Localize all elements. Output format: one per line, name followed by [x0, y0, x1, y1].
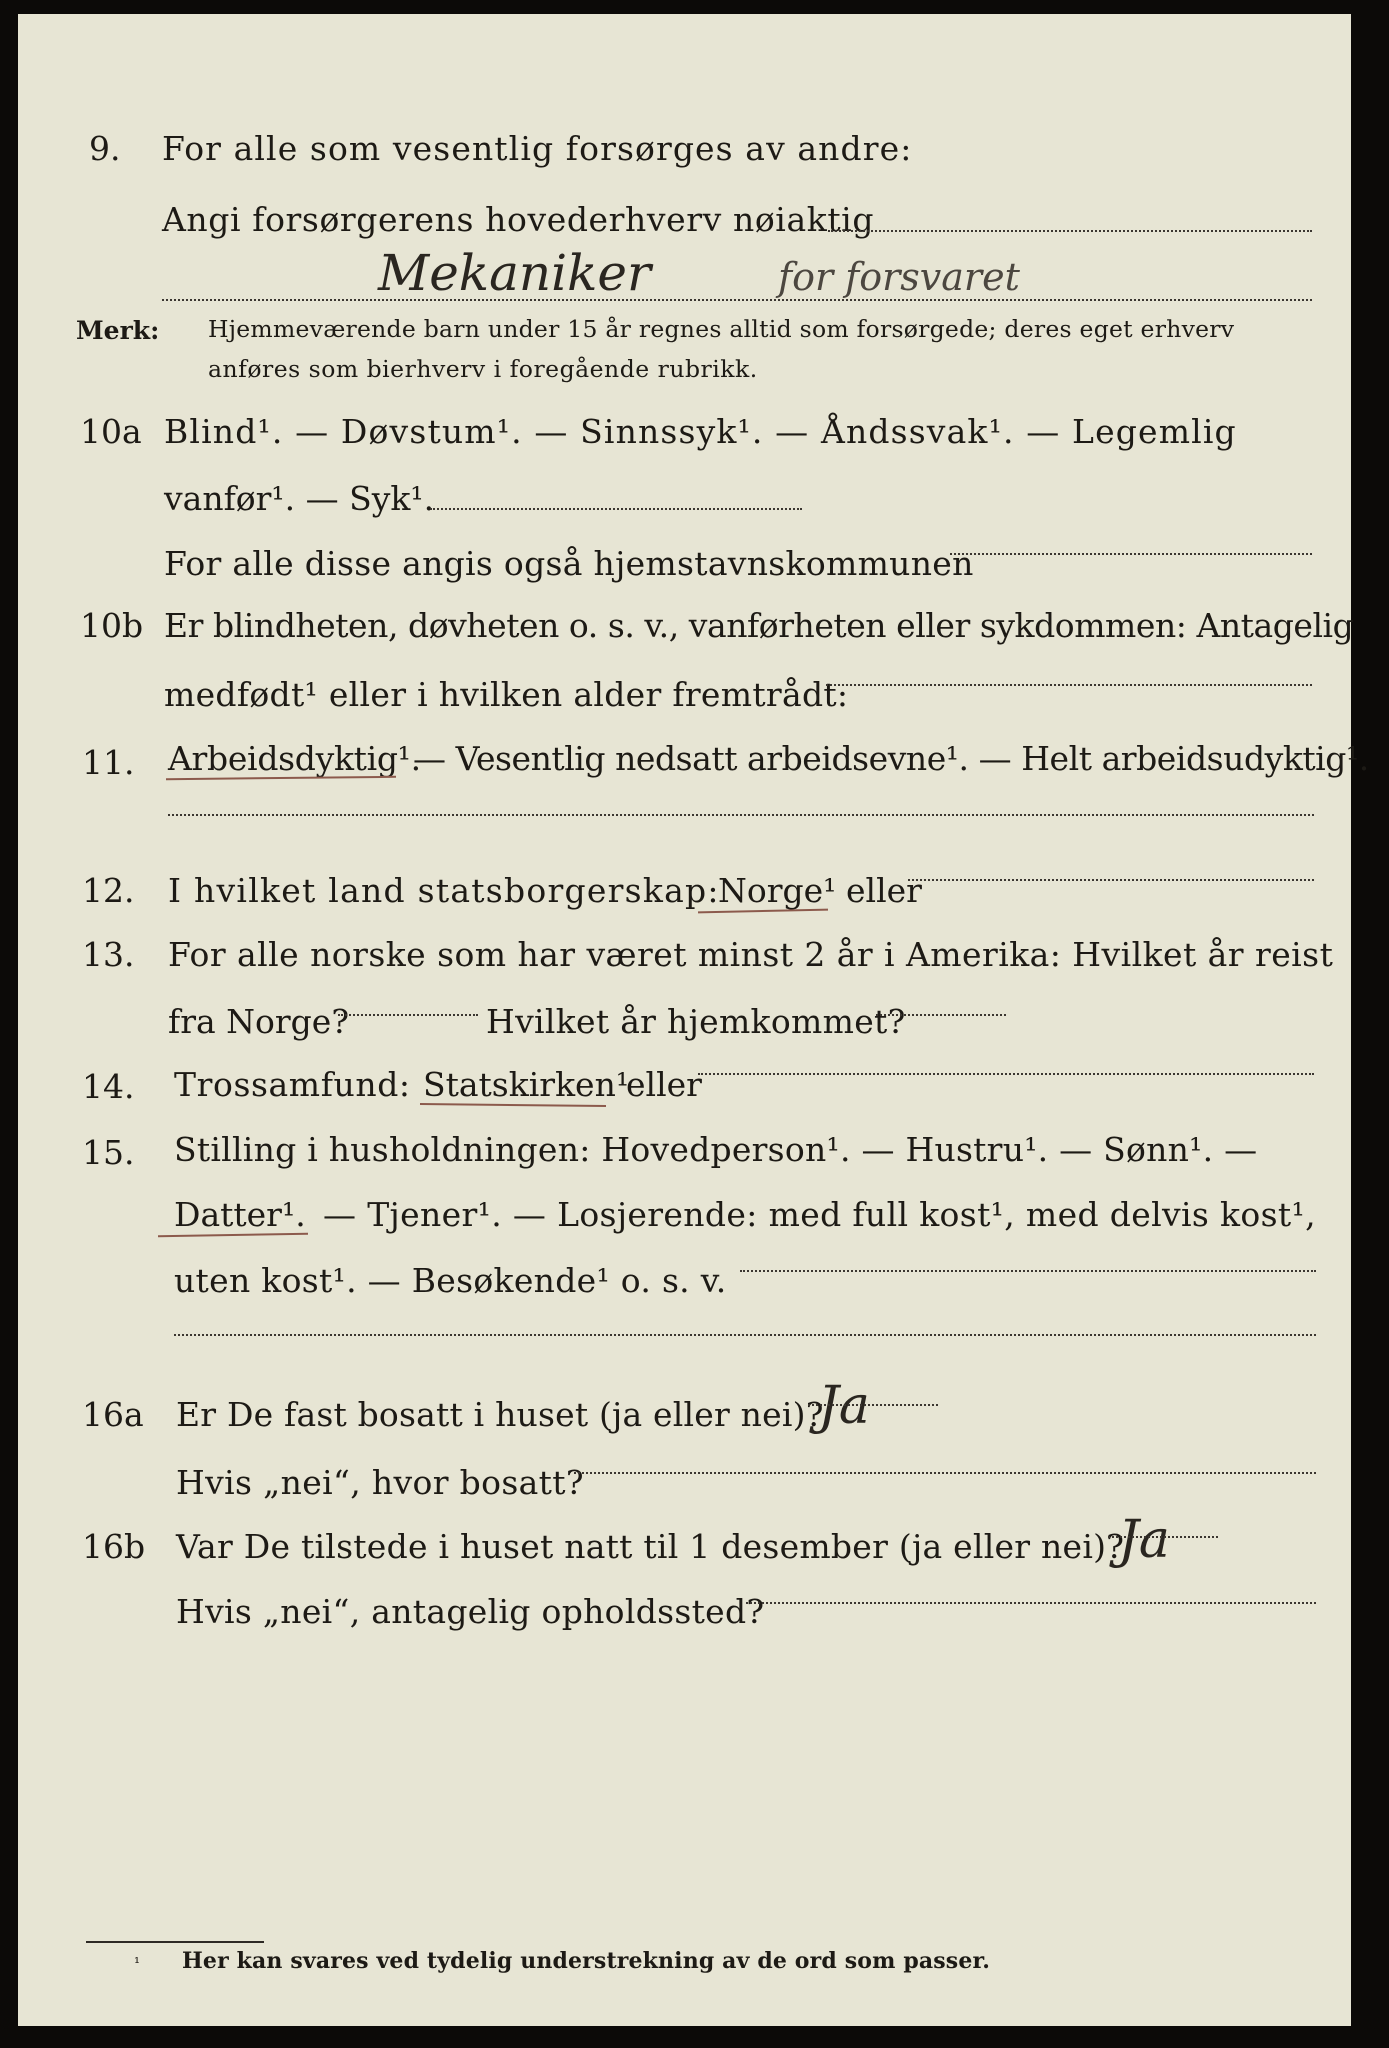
q12-suffix: eller [846, 871, 922, 910]
q13-reist-line [338, 1014, 478, 1016]
q10b-answer-line [826, 684, 1312, 686]
q15-line3: uten kost¹. — Besøkende¹ o. s. v. [174, 1261, 727, 1300]
q10a-line2: vanfør¹. — Syk¹. [164, 479, 435, 518]
q9-line1: For alle som vesentlig forsørges av andre: [162, 129, 913, 168]
q12-number: 12. [82, 871, 135, 910]
q16b-line1: Var De tilstede i huset natt til 1 desember (ja eller nei)? [176, 1527, 1125, 1566]
q10a-hjemstavn-line [950, 553, 1312, 555]
q16a-handwritten-answer: Ja [818, 1376, 870, 1436]
q16b-handwritten-answer: Ja [1118, 1510, 1170, 1570]
q11-answer-line [168, 814, 1314, 816]
footnote-rule [86, 1941, 264, 1943]
q14-suffix: eller [626, 1065, 702, 1104]
q16a-bosatt-line [574, 1472, 1316, 1474]
q12-answer-line [908, 879, 1314, 881]
q13-part-a: fra Norge? [168, 1002, 350, 1041]
q10a-line1: Blind¹. — Døvstum¹. — Sinnssyk¹. — Åndssvak¹. — Legemlig [164, 412, 1237, 451]
q15-line3-dotted [740, 1270, 1316, 1272]
merk-line1: Hjemmeværende barn under 15 år regnes alltid som forsørgede; deres eget erhverv [208, 315, 1235, 343]
q10a-syk-line [430, 508, 802, 510]
q13-hjemkommet-line [876, 1014, 1006, 1016]
q16a-line1: Er De fast bosatt i huset (ja eller nei)? [176, 1395, 824, 1434]
q11-number: 11. [82, 743, 135, 782]
q11-option-arbeidsdyktig: Arbeidsdyktig¹. [168, 739, 421, 778]
q9-handwritten-answer: Mekaniker [378, 244, 651, 302]
q16b-opholdssted-line [746, 1602, 1316, 1604]
merk-label: Merk: [76, 316, 160, 345]
q12-option-norge: Norge¹ [718, 871, 837, 910]
q9-answer-line-1 [828, 230, 1312, 232]
census-form-page [18, 14, 1369, 2026]
q14-number: 14. [82, 1067, 135, 1106]
q14-option-statskirken: Statskirken¹ [423, 1065, 630, 1104]
q10b-number: 10b [80, 606, 144, 645]
q16a-number: 16a [82, 1395, 144, 1434]
q16b-line2: Hvis „nei“, antagelig opholdssted? [176, 1592, 765, 1631]
q15-option-datter: Datter¹. [174, 1195, 306, 1234]
q16a-answer-line [808, 1404, 938, 1406]
q15-number: 15. [82, 1133, 135, 1172]
q9-line2: Angi forsørgerens hovederhverv nøiaktig [162, 200, 875, 239]
q16b-number: 16b [82, 1527, 146, 1566]
q10a-number: 10a [80, 412, 142, 451]
q15-line1: Stilling i husholdningen: Hovedperson¹. — Hustru¹. — Sønn¹. — [174, 1130, 1258, 1169]
q13-number: 13. [82, 935, 135, 974]
q10b-line2: medfødt¹ eller i hvilken alder fremtrådt: [164, 675, 849, 714]
q16b-answer-line [1108, 1536, 1218, 1538]
q9-number: 9. [89, 129, 121, 168]
footnote-mark: ¹ [134, 1954, 141, 1972]
q14-prefix: Trossamfund: [174, 1065, 411, 1104]
footnote-text: Her kan svares ved tydelig understrekning av de ord som passer. [182, 1948, 991, 1974]
q10a-line3: For alle disse angis også hjemstavnskommunen [164, 544, 974, 583]
q9-handwritten-answer-tail: for forsvaret [778, 255, 1020, 299]
q12-prefix: I hvilket land statsborgerskap: [168, 871, 720, 910]
q13-part-b: Hvilket år hjemkommet? [486, 1002, 906, 1041]
q13-line1: For alle norske som har været minst 2 år i Amerika: Hvilket år reist [168, 935, 1334, 974]
q15-answer-line [174, 1334, 1316, 1336]
q11-rest: — Vesentlig nedsatt arbeidsevne¹. — Helt arbeidsudyktig¹. [413, 739, 1369, 778]
q15-line2-rest: — Tjener¹. — Losjerende: med full kost¹, med delvis kost¹, [323, 1195, 1316, 1234]
q16a-line2: Hvis „nei“, hvor bosatt? [176, 1463, 584, 1502]
q10b-line1: Er blindheten, døvheten o. s. v., vanførheten eller sykdommen: Antagelig [164, 606, 1354, 645]
q9-answer-line-2 [162, 299, 1312, 301]
q14-answer-line [698, 1073, 1314, 1075]
merk-line2: anføres som bierhverv i foregående rubrikk. [208, 355, 758, 383]
